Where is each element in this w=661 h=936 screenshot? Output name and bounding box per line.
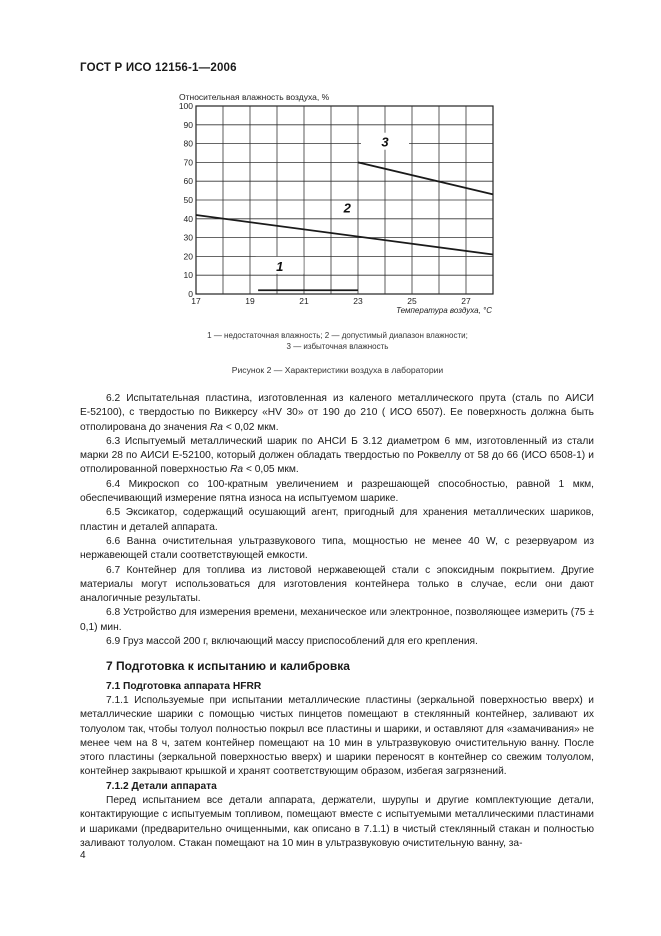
x-tick-label: 21 bbox=[299, 296, 309, 306]
paragraph-6-8: 6.8 Устройство для измерения времени, механическое или электронное, позволяющее измерить (75 ± 0,1) мин. bbox=[80, 607, 594, 633]
y-tick-label: 50 bbox=[183, 195, 193, 205]
humidity-temperature-chart bbox=[0, 0, 661, 330]
document-id: ГОСТ Р ИСО 12156-1—2006 bbox=[80, 62, 237, 74]
x-tick-labels bbox=[191, 296, 471, 306]
body-text bbox=[80, 392, 594, 851]
paragraph-6-5: 6.5 Эксикатор, содержащий осушающий агент, пригодный для хранения металлических шариков, пластин и деталей аппарата. bbox=[80, 507, 594, 533]
y-tick-label: 30 bbox=[183, 232, 193, 243]
paragraph-6-7: 6.7 Контейнер для топлива из листовой нержавеющей стали с эпоксидным покрытием. Другие материалы могут использоваться для изготовления контейнера только в случае, если они дают аналогичные результаты. bbox=[80, 564, 594, 605]
page-number: 4 bbox=[80, 850, 86, 861]
zone-label-3: 3 bbox=[381, 134, 389, 150]
section-7-1-2-heading: 7.1.2 Детали аппарата bbox=[106, 780, 217, 792]
y-tick-label: 60 bbox=[183, 176, 193, 187]
y-tick-label: 0 bbox=[188, 289, 193, 299]
figure-legend-line1: 1 — недостаточная влажность; 2 — допустимый диапазон влажности; bbox=[207, 331, 468, 340]
paragraph-6-9: 6.9 Груз массой 200 г, включающий массу приспособлений для его крепления. bbox=[106, 636, 478, 648]
y-tick-label: 20 bbox=[183, 251, 193, 262]
zone-label-2: 2 bbox=[343, 200, 351, 216]
x-tick-label: 27 bbox=[461, 296, 471, 306]
figure-legend-line2: 3 — избыточная влажность bbox=[286, 342, 389, 351]
paragraph-6-4: 6.4 Микроскоп со 100-кратным увеличением и разрешающей способностью, равной 1 мкм, обеспечивающий измерение пятна износа на испытуемом шарике. bbox=[80, 478, 594, 505]
y-tick-label: 100 bbox=[178, 101, 193, 111]
y-tick-label: 80 bbox=[183, 138, 193, 149]
paragraph-7-1-1: 7.1.1 Используемые при испытании металлические пластины (зеркальной поверхностью вверх) и металлические шарики с помощью чистых пинцетов помещают в стеклянный контейнер, заливают их толуолом так, чтобы толуол полностью покрыл все пластины и шарики, и оставляют для «замачивания» не менее чем на 8 ч, затем контейнер помещают на 10 мин в ультразвуковую очистительную ванну. После этого пластины (зеркальной поверхностью вверх) и шарики переносят в контейнер со свежим толуолом, контейнер закрывают крышкой и хранят соответствующим образом, избегая загрязнений. bbox=[80, 694, 594, 778]
paragraph-6-3: 6.3 Испытуемый металлический шарик по АНСИ Б 3.12 диаметром 6 мм, изготовленный из стали марки 28 по АИСИ Е-52100, который должен обладать твердостью по Роквеллу от 58 до 66 (ИСО 6508-1) и отполированной поверхностью Ra < 0,05 мкм. bbox=[80, 435, 594, 476]
y-tick-label: 10 bbox=[183, 270, 193, 281]
y-tick-label: 40 bbox=[183, 213, 193, 224]
section-7-heading: 7 Подготовка к испытанию и калибровка bbox=[106, 659, 350, 674]
figure-caption: Рисунок 2 — Характеристики воздуха в лаборатории bbox=[231, 365, 444, 375]
x-tick-label: 23 bbox=[353, 296, 363, 306]
y-tick-label: 90 bbox=[183, 119, 193, 130]
x-tick-label: 25 bbox=[407, 296, 417, 306]
x-tick-label: 19 bbox=[245, 296, 255, 306]
paragraph-7-1-2: Перед испытанием все детали аппарата, держатели, шурупы и другие комплектующие детали, контактирующие с испытуемым топливом, помещают вместе с испытуемыми металлическими пластинами и шариками (предварительно очищенными, как описано в 7.1.1) в чистый стеклянный стакан и полностью заливают толуолом. Стакан помещают на 10 мин в ультразвуковую очистительную ванну, за- bbox=[80, 795, 594, 849]
zone-label-1: 1 bbox=[276, 258, 284, 274]
y-tick-labels bbox=[179, 101, 193, 299]
paragraph-6-6: 6.6 Ванна очистительная ультразвукового типа, мощностью не менее 40 W, с резервуаром из нержавеющей стали соответствующей емкости. bbox=[80, 535, 594, 562]
x-axis-label: Температура воздуха, °C bbox=[396, 306, 492, 315]
x-tick-label: 17 bbox=[191, 296, 201, 306]
paragraph-6-2: 6.2 Испытательная пластина, изготовленная из каленого металлического прута (сталь по АИСИ Е-52100), с твердостью по Виккерсу «HV 30» от 190 до 210 ( ИСО 6507). Ее поверхность должна быть отполирована до значения Ra < 0,02 мкм. bbox=[80, 393, 594, 433]
y-axis-label: Относительная влажность воздуха, % bbox=[179, 92, 330, 102]
section-7-1-heading: 7.1 Подготовка аппарата HFRR bbox=[106, 680, 262, 692]
y-tick-label: 70 bbox=[183, 157, 193, 168]
